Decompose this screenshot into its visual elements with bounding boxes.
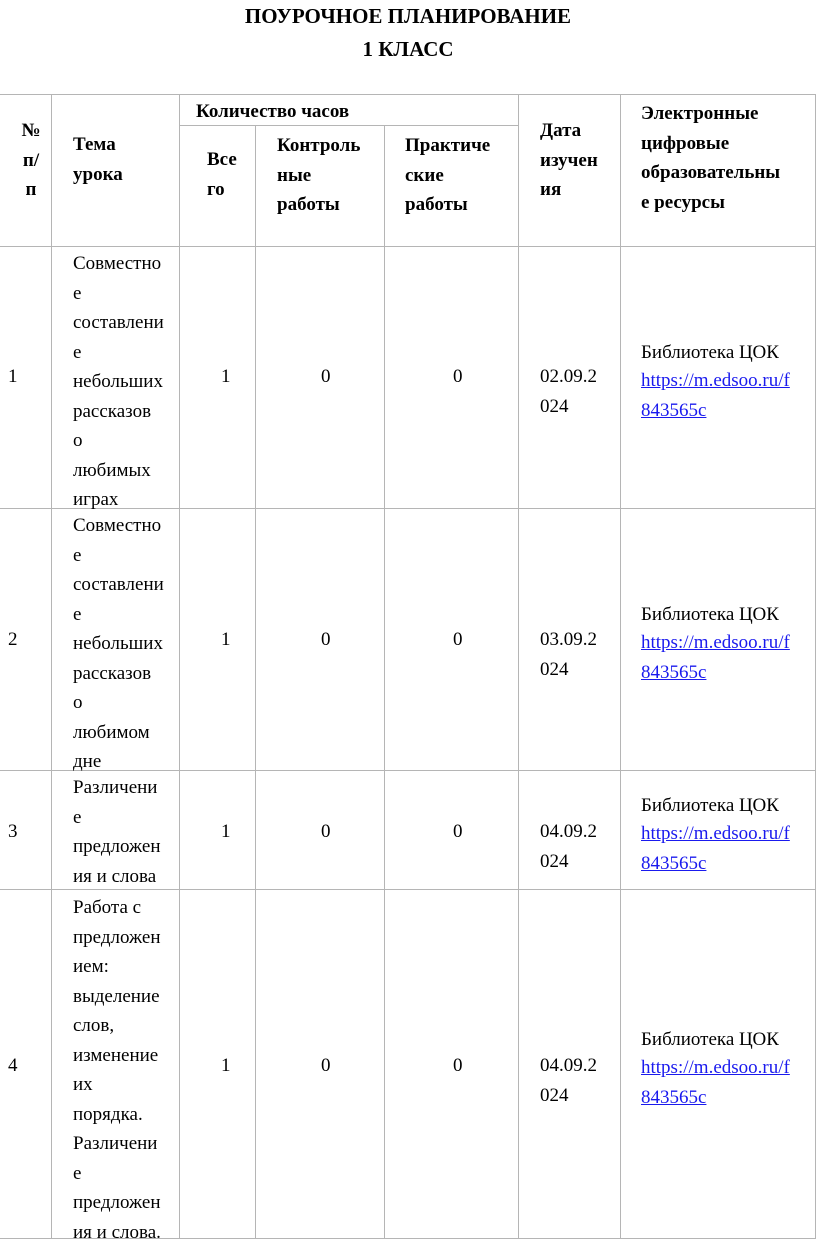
row-total: 1 (221, 366, 231, 387)
library-label: Библиотека ЦОК (641, 1029, 779, 1050)
resource-link[interactable]: https://m.edsoo.ru/f 843565c (641, 823, 790, 874)
row-num: 4 (8, 1055, 18, 1076)
resource-link[interactable]: https://m.edsoo.ru/f 843565c (641, 1057, 790, 1108)
row-control: 0 (321, 1055, 331, 1076)
row-total: 1 (221, 629, 231, 650)
header-num: № п/ п (21, 120, 41, 200)
row-topic: Совместно е составлени е небольших рассказов о любимых играх (73, 253, 164, 510)
header-topic: Тема урока (73, 134, 123, 185)
row-total: 1 (221, 821, 231, 842)
row-control: 0 (321, 366, 331, 387)
row-num: 2 (8, 629, 18, 650)
row-date: 03.09.2 024 (540, 629, 597, 680)
row-topic: Работа с предложен ием: выделение слов, изменение их порядка. Различени е предложен ия и слова. (73, 897, 161, 1243)
row-topic: Различени е предложен ия и слова (73, 777, 161, 887)
row-practical: 0 (453, 821, 463, 842)
row-control: 0 (321, 629, 331, 650)
page-subtitle: 1 КЛАСС (362, 37, 454, 61)
row-control: 0 (321, 821, 331, 842)
row-num: 1 (8, 366, 18, 387)
row-topic: Совместно е составлени е небольших рассказов о любимом дне (73, 515, 164, 772)
header-control: Контроль ные работы (277, 135, 361, 215)
row-practical: 0 (453, 1055, 463, 1076)
row-date: 02.09.2 024 (540, 366, 597, 417)
resource-link[interactable]: https://m.edsoo.ru/f 843565c (641, 370, 790, 421)
header-hours: Количество часов (196, 101, 350, 122)
header-resources: Электронные цифровые образовательны е ресурсы (641, 103, 781, 213)
resource-link[interactable]: https://m.edsoo.ru/f 843565c (641, 632, 790, 683)
library-label: Библиотека ЦОК (641, 342, 779, 363)
row-practical: 0 (453, 629, 463, 650)
header-date: Дата изучен ия (540, 120, 598, 200)
header-total: Все го (207, 149, 237, 200)
row-date: 04.09.2 024 (540, 1055, 597, 1106)
library-label: Библиотека ЦОК (641, 604, 779, 625)
header-practical: Практиче ские работы (405, 135, 491, 215)
row-num: 3 (8, 821, 18, 842)
row-date: 04.09.2 024 (540, 821, 597, 872)
page-title: ПОУРОЧНОЕ ПЛАНИРОВАНИЕ (244, 4, 572, 28)
row-total: 1 (221, 1055, 231, 1076)
library-label: Библиотека ЦОК (641, 795, 779, 816)
row-practical: 0 (453, 366, 463, 387)
